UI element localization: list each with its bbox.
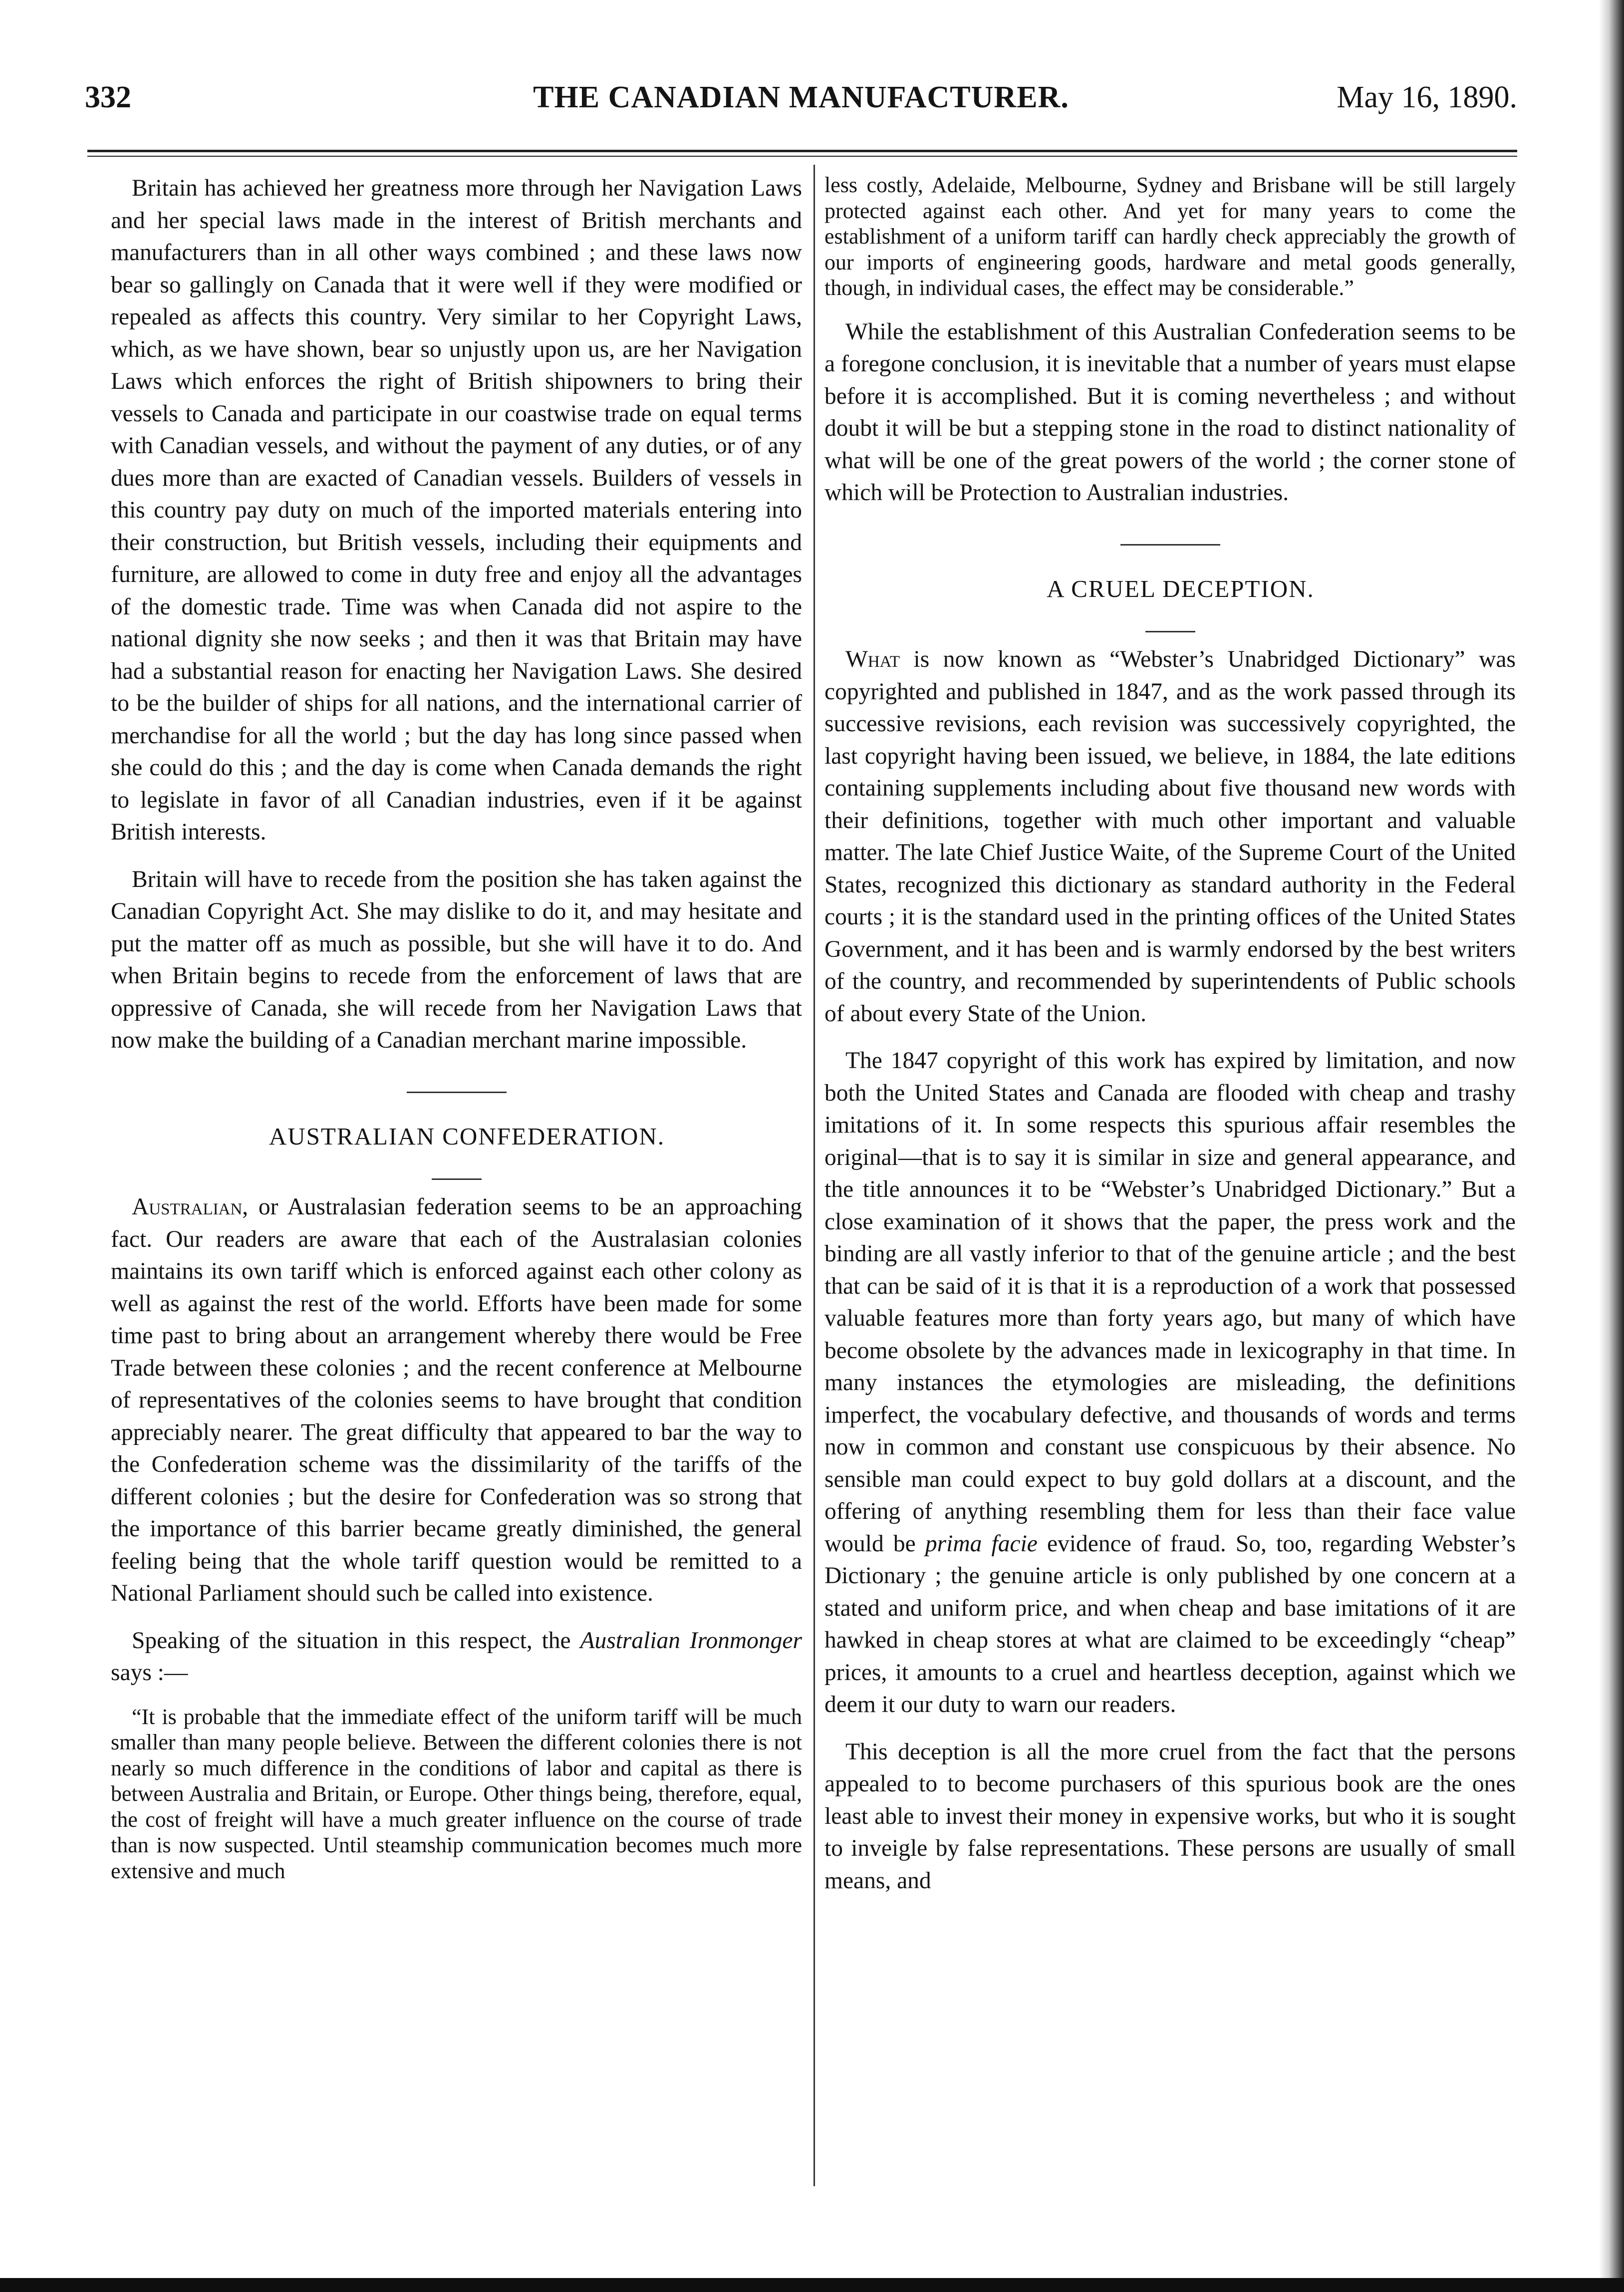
quotation-continued: less costly, Adelaide, Melbourne, Sydney and Brisbane will be still largely protected against each other. And yet for many years to come the establishment of a uniform tariff can hardly check appreciably the growth of our imports of engineering goods, hardware and metal goods generally, though, in individual cases, the effect may be considerable.” bbox=[824, 173, 1516, 300]
latin-phrase: prima facie bbox=[925, 1530, 1038, 1557]
quotation-ironmonger: “It is probable that the immediate effect of the uniform tariff will be much smaller than many people believe. Between the different colonies there is not nearly so much difference in the conditions of labor and capital as there is between Australia and Britain, or Europe. Other things being, therefore, equal, the cost of freight will have a much greater influence on the course of trade than is now suspected. Until steamship communication becomes much more extensive and much bbox=[111, 1704, 802, 1883]
header-rule-thin bbox=[87, 156, 1517, 157]
page-edge-shadow bbox=[1599, 0, 1624, 2292]
lead-word: Australian, bbox=[132, 1194, 249, 1220]
publication-name: Australian Ironmonger bbox=[580, 1627, 802, 1654]
masthead-title: THE CANADIAN MANUFACTURER. bbox=[533, 80, 1069, 114]
page-header bbox=[85, 80, 1517, 125]
paragraph-australasian-federation: Australian, or Australasian federation seems to be an approaching fact. Our readers are aware that each of the Australasian colonies maintains its own tariff which is enforced against each other colony as well as against the rest of the world. Efforts have been made for some time past to bring about an arrangement whereby there would be Free Trade between these colonies ; and the recent conference at Melbourne of representatives of the colonies seems to have brought that condition appreciably nearer. The great difficulty that appeared to bar the way to the Confederation scheme was the dissimilarity of the tariffs of the different colonies ; but the desire for Confederation was so strong that the importance of this barrier became greatly diminished, the general feeling being that the whole tariff question would be remitted to a National Parliament should such be called into existence. bbox=[111, 1194, 802, 1606]
left-column bbox=[111, 172, 802, 1899]
paragraph-confederation-conclusion: While the establishment of this Australian Confederation seems to be a foregone conclusion, it is inevitable that a number of years must elapse before it is accomplished. But it is coming nevertheless ; and without doubt it will be but a stepping stone in the road to distinct nationality of what will be one of the great powers of the world ; the corner stone of which will be Protection to Australian industries. bbox=[824, 318, 1516, 506]
paragraph-websters-dictionary: What is now known as “Webster’s Unabridged Dictionary” was copyrighted and published in 1847, and as the work passed through its successive revisions, each revision was successively copyrighted, the last copyright having been issued, we believe, in 1884, the late editions containing supplements including about five thousand new words with their definitions, together with much other important and valuable matter. The late Chief Justice Waite, of the Supreme Court of the United States, recognized this dictionary as standard authority in the Federal courts ; it is the standard used in the printing offices of the United States Government, and it has been and is warmly endorsed by the best writers of the country, and recommended by superintendents of Public schools of about every State of the Union. bbox=[824, 646, 1516, 1027]
paragraph-speaking-of: Speaking of the situation in this respect, the Australian Ironmonger says :— bbox=[111, 1627, 802, 1686]
paragraph-copyright-expired: The 1847 copyright of this work has expired by limitation, and now both the United States and Canada are flooded with cheap and trashy imitations of it. In some respects this spurious affair resembles the original—that is to say it is similar in size and general appearance, and the title announces it to be “Webster’s Unabridged Dictionary.” But a close examination of it shows that the paper, the press work and the binding are all vastly inferior to that of the genuine article ; and the best that can be said of it is that it is a reproduction of a work that possessed valuable features more than forty years ago, but many of which have become obsolete by the advances made in lexicography in that time. In many instances the etymologies are misleading, the definitions imperfect, the vocabulary defective, and thousands of words and terms now in common and constant use conspicuous by their absence. No sensible man could expect to buy gold dollars at a discount, and the offering of anything resembling them for less than their face value would be prima facie evidence of fraud. So, too, regarding Webster’s Dictionary ; the genuine article is only published by one concern at a stated and uniform price, and when cheap and base imitations of it are hawked in cheap stores at what are claimed to be exceedingly “cheap” prices, it amounts to a cruel and heartless deception, against which we deem it our duty to warn our readers. bbox=[824, 1048, 1516, 1718]
column-divider bbox=[813, 165, 815, 2186]
paragraph-deception-cruel: This deception is all the more cruel from the fact that the persons appealed to to become purchasers of this spurious book are the ones least able to invest their money in expensive works, but who it is sought to inveigle by false representations. These persons are usually of small means, and bbox=[824, 1738, 1516, 1894]
page-number: 332 bbox=[85, 80, 131, 114]
paragraph-copyright-act: Britain will have to recede from the position she has taken against the Canadian Copyright Act. She may dislike to do it, and may hesitate and put the matter off as much as possible, but she will have it to do. And when Britain begins to recede from the enforcement of laws that are oppressive of Canada, she will recede from her Navigation Laws that now make the building of a Canadian merchant marine impossible. bbox=[111, 866, 802, 1053]
article-heading-cruel-deception: A CRUEL DECEPTION. bbox=[1047, 574, 1315, 602]
paragraph-navigation-laws: Britain has achieved her greatness more through her Navigation Laws and her special laws made in the interest of British merchants and manufacturers than in all other ways combined ; and these laws now bear so gallingly on Canada that it were well if they were modified or repealed as affects this country. Very similar to her Copyright Laws, which, as we have shown, bear so unjustly upon us, are her Navigation Laws which enforces the right of British shipowners to bring their vessels to Canada and participate in our coastwise trade on equal terms with Canadian vessels, and without the payment of any duties, or of any dues more than are exacted of Canadian vessels. Builders of vessels in this country pay duty on much of the imported materials entering into their construction, but British vessels, including their equipments and furniture, are allowed to come in duty free and enjoy all the advantages of the domestic trade. Time was when Canada did not aspire to the national dignity she now seeks ; and then it was that Britain may have had a substantial reason for enacting her Navigation Laws. She desired to be the builder of ships for all nations, and the international carrier of merchandise for all the world ; but the day has long since passed when she could do this ; and the day is come when Canada demands the right to legislate in favor of all Canadian industries, even if it be against British interests. bbox=[111, 175, 802, 845]
right-column bbox=[824, 172, 1516, 1912]
article-heading-australian-confederation: AUSTRALIAN CONFEDERATION. bbox=[269, 1122, 665, 1150]
scan-bottom-edge bbox=[0, 2278, 1624, 2292]
lead-word: What bbox=[845, 646, 900, 672]
issue-date: May 16, 1890. bbox=[1337, 80, 1517, 114]
header-rule-thick bbox=[87, 150, 1517, 152]
